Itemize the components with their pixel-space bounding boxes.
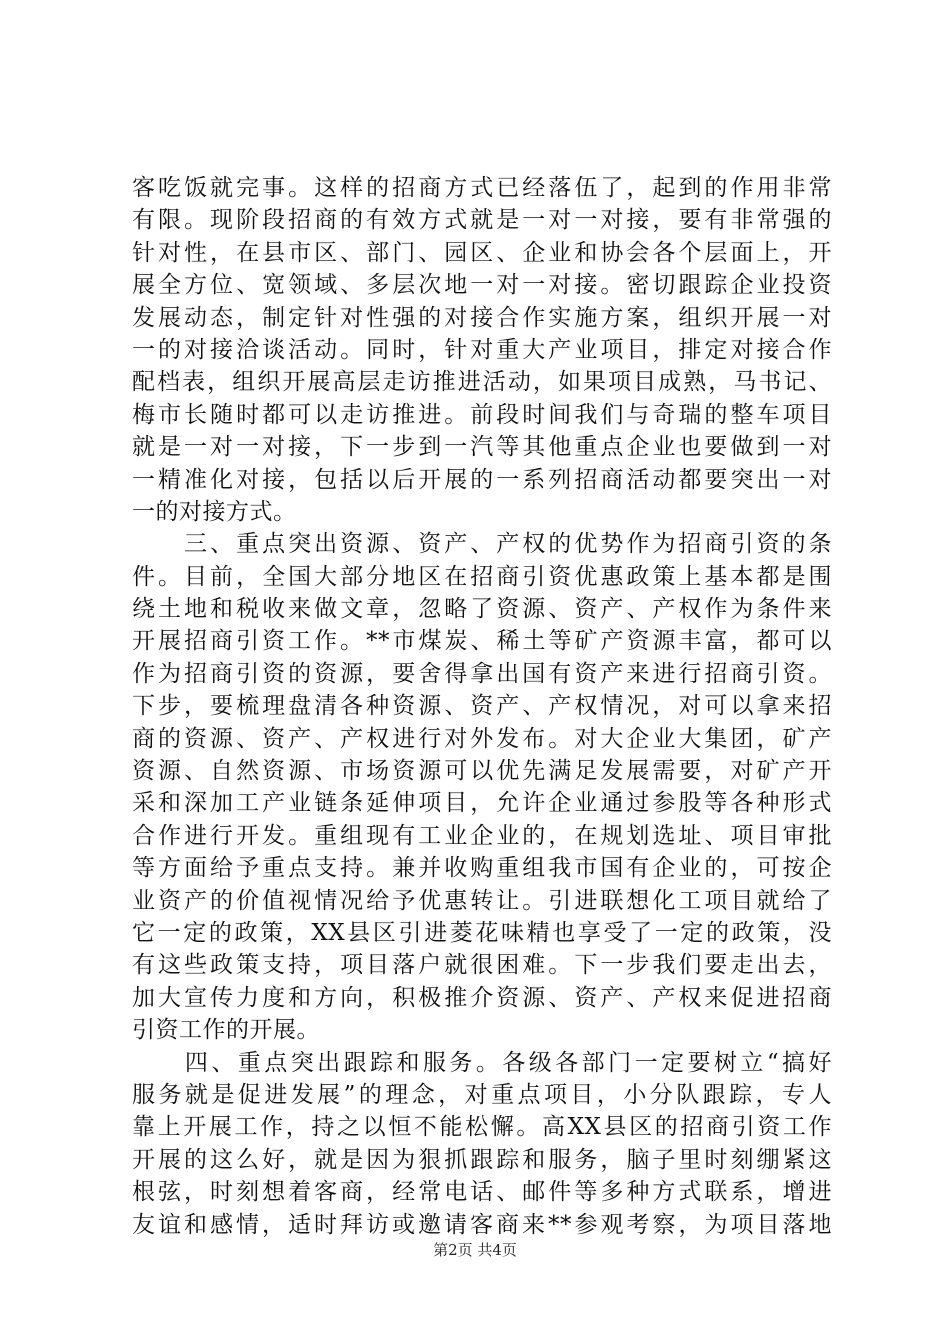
text-line: 件。目前，全国大部分地区在招商引资优惠政策上基本都是围: [132, 563, 832, 590]
text-line: 客吃饭就完事。这样的招商方式已经落伍了，起到的作用非常: [132, 175, 832, 201]
text-line: 三、重点突出资源、资产、产权的优势作为招商引资的条: [132, 531, 832, 558]
text-line: 等方面给予重点支持。兼并收购重组我市国有企业的，可按企: [132, 855, 832, 882]
text-line: 针对性，在县市区、部门、园区、企业和协会各个层面上，开: [132, 239, 832, 266]
text-line: 展全方位、宽领域、多层次地一对一对接。密切跟踪企业投资: [132, 272, 832, 299]
text-line: 梅市长随时都可以走访推进。前段时间我们与奇瑞的整车项目: [132, 401, 832, 428]
text-line: 它一定的政策，XX县区引进菱花味精也享受了一定的政策，没: [132, 919, 832, 946]
text-line: 绕土地和税收来做文章，忽略了资源、资产、产权作为条件来: [132, 596, 832, 623]
page-footer: 第2页 共4页: [433, 1241, 517, 1259]
text-line: 资源、自然资源、市场资源可以优先满足发展需要，对矿产开: [132, 758, 832, 785]
text-line: 就是一对一对接，下一步到一汽等其他重点企业也要做到一对: [132, 434, 832, 461]
text-line: 合作进行开发。重组现有工业企业的，在规划选址、项目审批: [132, 822, 832, 849]
text-line: 业资产的价值视情况给予优惠转让。引进联想化工项目就给了: [132, 887, 832, 914]
text-line: 一的对接洽谈活动。同时，针对重大产业项目，排定对接合作: [132, 336, 832, 363]
text-line: 下步，要梳理盘清各种资源、资产、产权情况，对可以拿来招: [132, 693, 832, 720]
text-line: 四、重点突出跟踪和服务。各级各部门一定要树立“搞好: [132, 1049, 832, 1076]
text-line: 配档表，组织开展高层走访推进活动，如果项目成熟，马书记、: [132, 369, 832, 396]
text-line: 友谊和感情，适时拜访或邀请客商来**参观考察，为项目落地: [132, 1211, 832, 1238]
text-line: 开展的这么好，就是因为狠抓跟踪和服务，脑子里时刻绷紧这: [132, 1146, 832, 1173]
text-line: 采和深加工产业链条延伸项目，允许企业通过参股等各种形式: [132, 790, 832, 817]
text-line: 有限。现阶段招商的有效方式就是一对一对接，要有非常强的: [132, 207, 832, 234]
text-line: 靠上开展工作，持之以恒不能松懈。高XX县区的招商引资工作: [132, 1114, 832, 1141]
text-line: 有这些政策支持，项目落户就很困难。下一步我们要走出去，: [132, 952, 832, 979]
text-line: 根弦，时刻想着客商，经常电话、邮件等多种方式联系，增进: [132, 1179, 832, 1206]
text-line: 作为招商引资的资源，要舍得拿出国有资产来进行招商引资。: [132, 660, 832, 687]
text-line: 商的资源、资产、产权进行对外发布。对大企业大集团，矿产: [132, 725, 832, 752]
text-line: 加大宣传力度和方向，积极推介资源、资产、产权来促进招商: [132, 984, 832, 1011]
text-line: 发展动态，制定针对性强的对接合作实施方案，组织开展一对: [132, 304, 832, 331]
text-line: 开展招商引资工作。**市煤炭、稀土等矿产资源丰富，都可以: [132, 628, 832, 655]
text-line: 引资工作的开展。: [132, 1017, 320, 1044]
document-body: [132, 172, 832, 1241]
text-line: 一的对接方式。: [132, 498, 297, 525]
text-line: 一精准化对接，包括以后开展的一系列招商活动都要突出一对: [132, 466, 832, 493]
text-line: 服务就是促进发展”的理念，对重点项目，小分队跟踪，专人: [132, 1081, 832, 1108]
